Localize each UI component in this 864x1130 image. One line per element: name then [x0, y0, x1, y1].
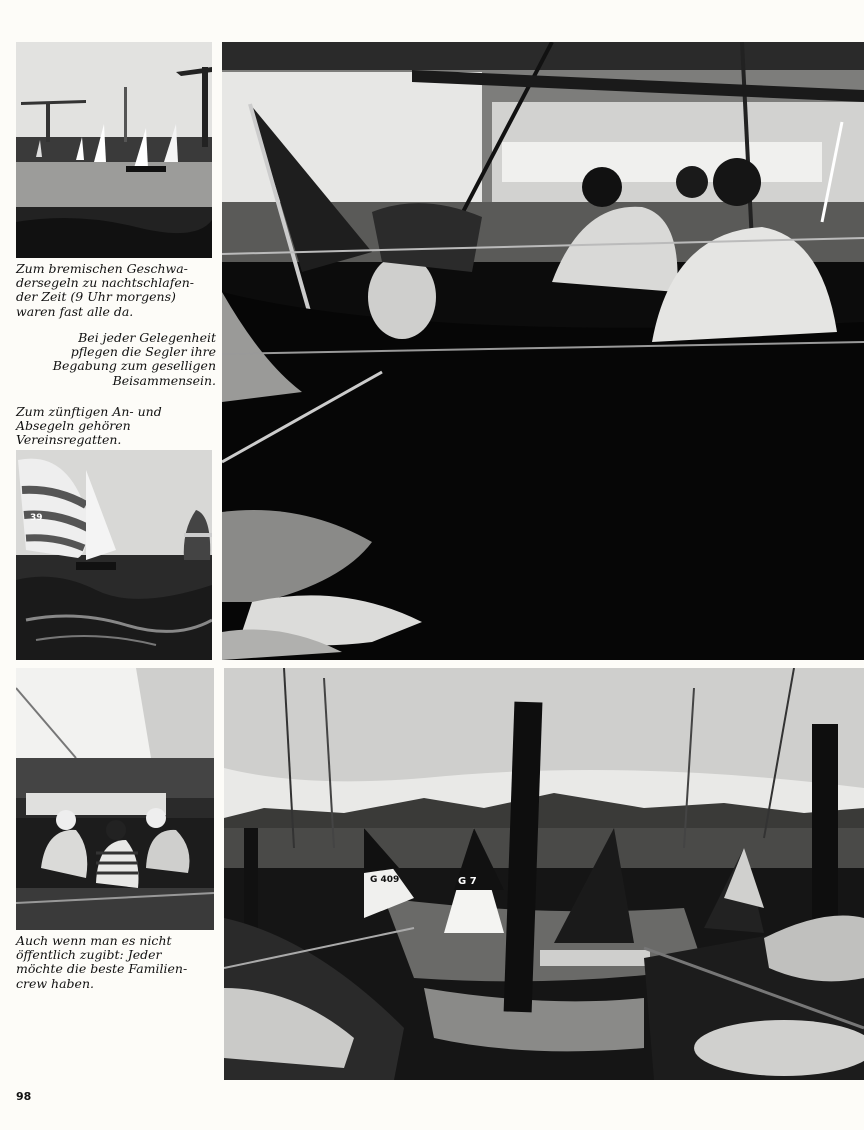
photo-family-crew [16, 668, 214, 930]
caption-regattas: Zum zünftigen An- und Absegeln gehören Vereinsregatten. [16, 404, 162, 448]
sail-number-dinghy-left: G 409 [370, 875, 400, 885]
caption-harbor-start: Zum bremischen Geschwa- dersegeln zu nachtschlafen- der Zeit (9 Uhr morgens) waren fast alle da. [16, 261, 195, 319]
photo-harbor-cranes [16, 42, 212, 258]
page-number: 98 [16, 1090, 32, 1103]
caption-social: Bei jeder Gelegenheit pflegen die Segler ihre Begabung zum geselligen Beisammensein. [52, 330, 216, 388]
photo-regatta-sails [16, 450, 212, 660]
photo-gathering-on-yacht [222, 42, 864, 660]
photo-dinghies-harbor [224, 668, 864, 1080]
caption-family-crew: Auch wenn man es nicht öffentlich zugibt: Jeder möchte die beste Familien- crew haben. [16, 933, 188, 991]
sail-number-regatta: 39 [30, 513, 43, 523]
sail-number-dinghy-mid: G 7 [458, 876, 477, 887]
